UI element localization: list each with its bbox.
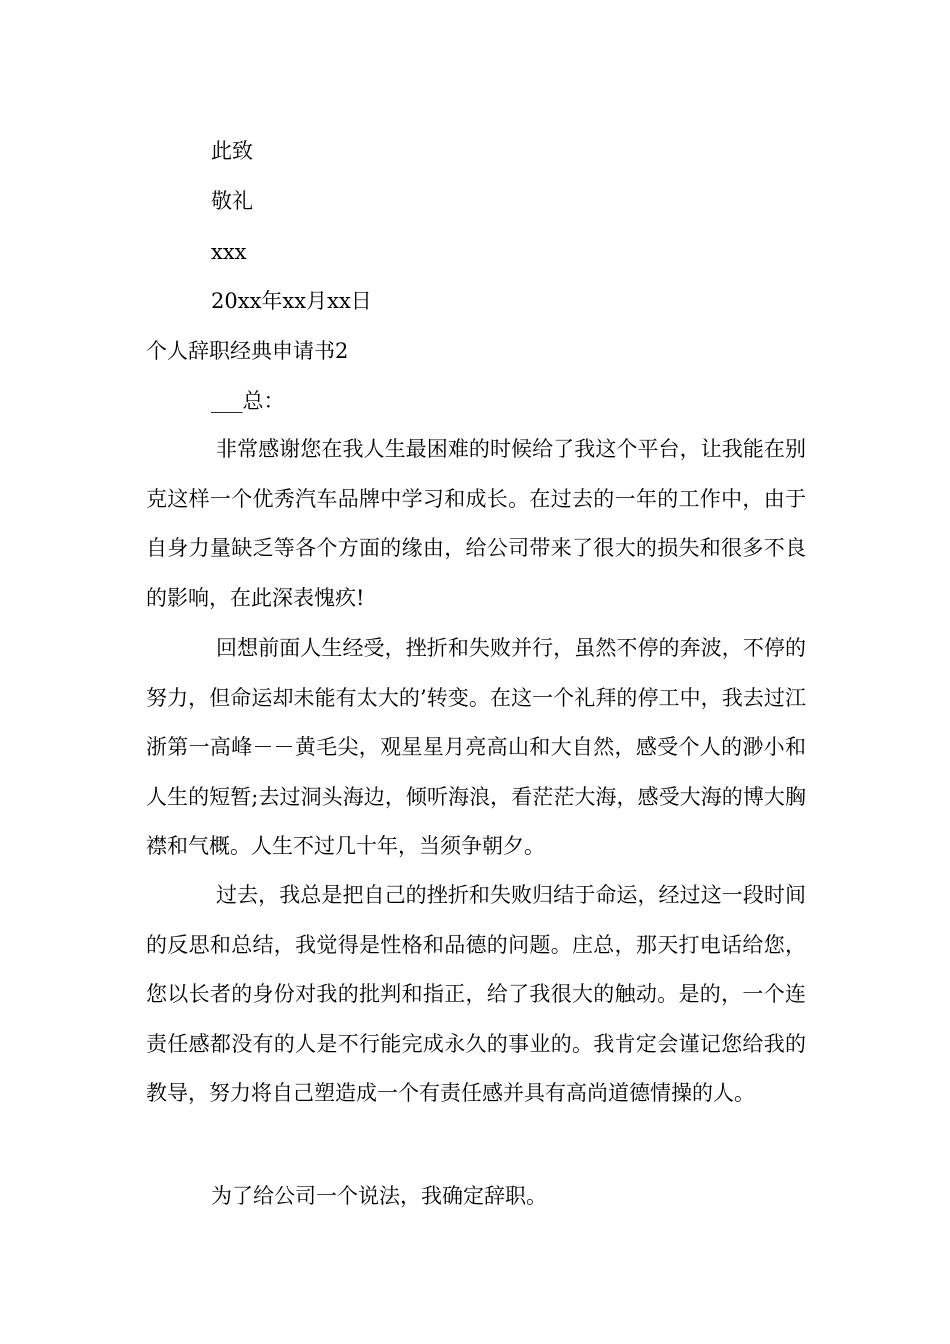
paragraph-2: 回想前面人生经受，挫折和失败并行，虽然不停的奔波，不停的努力，但命运却未能有太大的’转变。在这一个礼拜的停工中，我去过江浙第一高峰－－黄毛尖，观星星月亮高山和大自然，感受个人的渺小和人生的短暂;去过洞头海边，倾听海浪，看茫茫大海，感受大海的博大胸襟和气概。人生不过几十年，当须争朝夕。 [146, 636, 806, 859]
salutation: ___总： [211, 389, 285, 413]
closing-line-1: 此致 [211, 139, 253, 163]
signer-name: xxx [211, 240, 247, 264]
paragraph-1: 非常感谢您在我人生最困难的时候给了我这个平台，让我能在别克这样一个优秀汽车品牌中学习和成长。在过去的一年的工作中，由于自身力量缺乏等各个方面的缘由，给公司带来了很大的损失和很多不良的影响，在此深表愧疚! [146, 437, 806, 610]
section-title: 个人辞职经典申请书2 [146, 339, 349, 363]
closing-line-2: 敬礼 [211, 189, 253, 213]
paragraph-3: 过去，我总是把自己的挫折和失败归结于命运，经过这一段时间的反思和总结，我觉得是性格和品德的问题。庄总，那天打电话给您，您以长者的身份对我的批判和指正，给了我很大的触动。是的，一个连责任感都没有的人是不行能完成永久的事业的。我肯定会谨记您给我的教导，努力将自己塑造成一个有责任感并具有高尚道德情操的人。 [146, 883, 806, 1106]
letter-date: 20xx年xx月xx日 [211, 289, 372, 313]
final-line: 为了给公司一个说法，我确定辞职。 [211, 1184, 547, 1208]
